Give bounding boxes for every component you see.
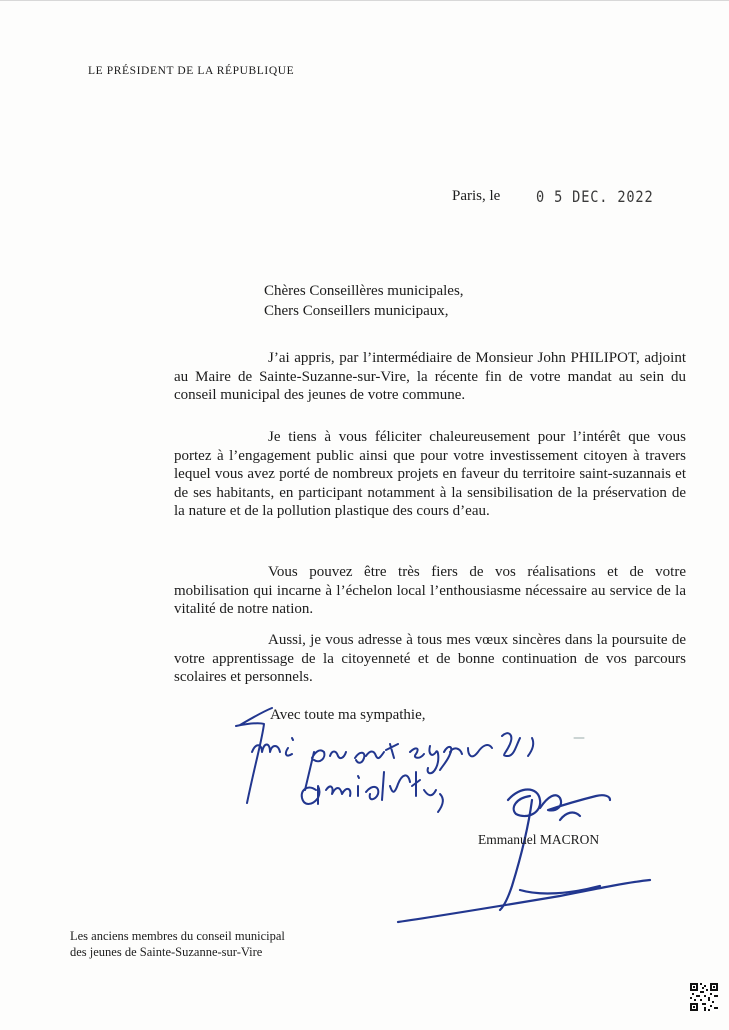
signatory-name: Emmanuel MACRON xyxy=(478,832,600,847)
body-paragraph-4: Aussi, je vous adresse à tous mes vœux sincères dans la poursuite de votre apprentissage de la citoyenneté et de bonne continuation de vos parcours scolaires et personnels. xyxy=(174,632,686,686)
salutation-line-1: Chères Conseillères municipales, xyxy=(264,283,464,299)
body-paragraph-3: Vous pouvez être très fiers de vos réalisations et de votre mobilisation qui incarne à l’échelon local l’enthousiasme nécessaire au service de la vitalité de notre nation. xyxy=(174,564,686,618)
body-paragraph-2: Je tiens à vous féliciter chaleureusement pour l’intérêt que vous portez à l’engagement public ainsi que pour votre investissement citoyen à travers lequel vous avez porté de nombreux projets en faveur du territoire saint-suzannais et de ses habitants, en participant notamment à la sensibilisation de la préservation de la nature et de la pollution plastique des cours d’eau. xyxy=(174,429,686,520)
salutation-line-2: Chers Conseillers municipaux, xyxy=(264,303,449,319)
recipient-line-1: Les anciens membres du conseil municipal xyxy=(70,929,285,943)
signature-flourish xyxy=(398,790,650,923)
date-stamp: 0 5 DEC. 2022 xyxy=(536,187,654,206)
letterhead-title: LE PRÉSIDENT DE LA RÉPUBLIQUE xyxy=(88,65,295,77)
dateline-place: Paris, le xyxy=(452,188,501,204)
handwritten-note-line-2 xyxy=(302,772,443,812)
recipient-line-2: des jeunes de Sainte-Suzanne-sur-Vire xyxy=(70,945,263,959)
body-paragraph-1: J’ai appris, par l’intermédiaire de Monsieur John PHILIPOT, adjoint au Maire de Sainte-Suzanne-sur-Vire, la récente fin de votre mandat au sein du conseil municipal des jeunes de votre commune. xyxy=(174,350,686,404)
recipient-block xyxy=(70,928,285,960)
handwritten-note-line-1 xyxy=(236,708,533,803)
qr-code-icon xyxy=(690,983,718,1011)
closing-formula: Avec toute ma sympathie, xyxy=(270,707,426,723)
